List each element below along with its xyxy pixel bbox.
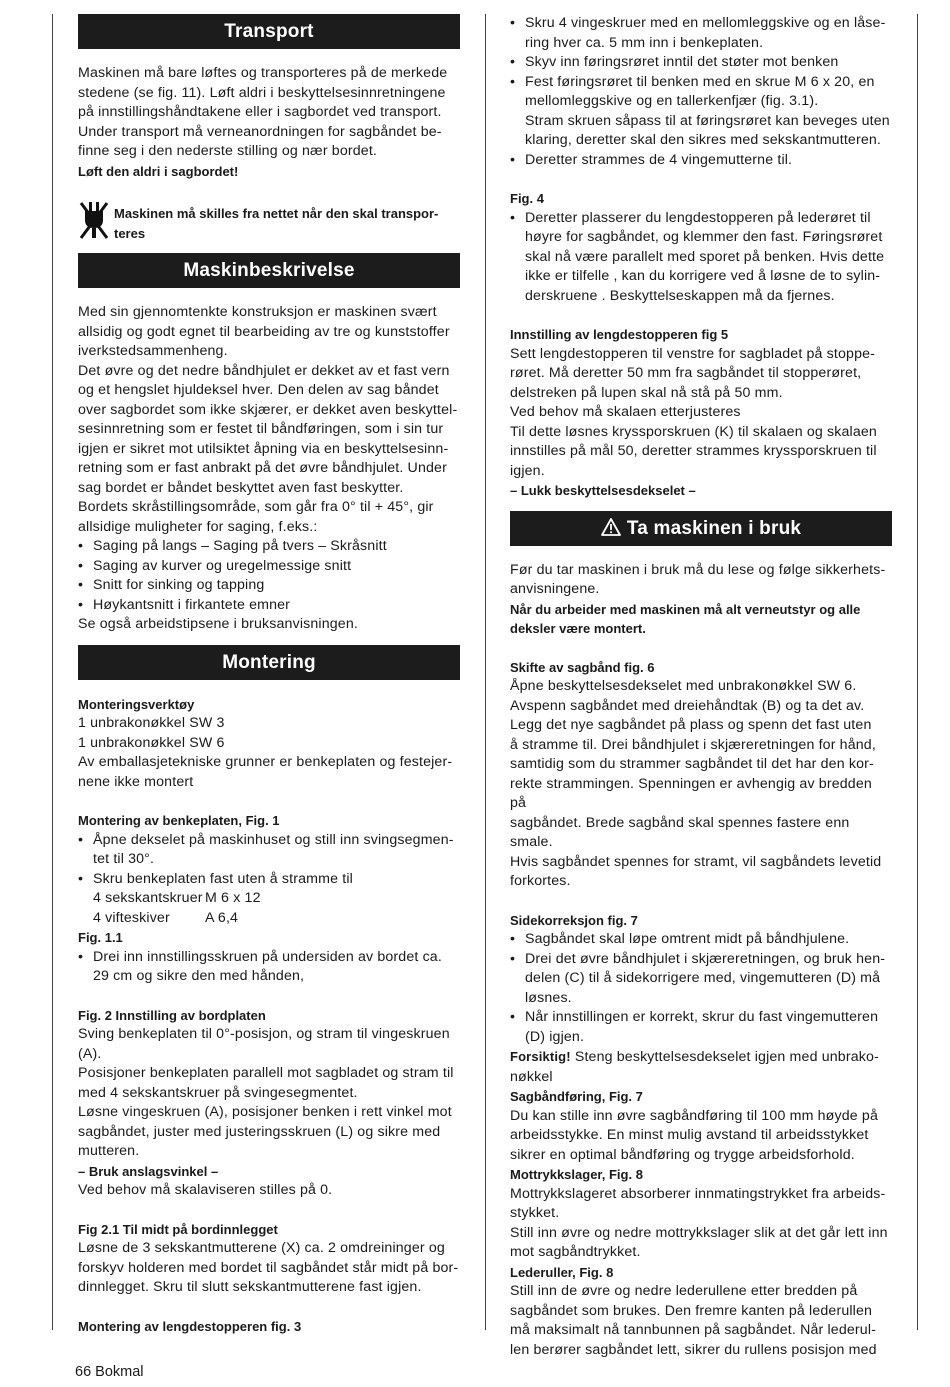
spec-qty: 4 vifteskiver (93, 909, 170, 926)
text-line: sagbåndet som brukes. Den fremre kanten på lederullen (510, 1302, 873, 1319)
text-line: Løsne vingeskruen (A), posisjoner benken i rett vinkel mot (78, 1104, 452, 1120)
text-line: Stram skruen såpass til at føringsrøret kan beveges uten (525, 112, 890, 129)
section-heading-ta-maskinen-i-bruk (510, 511, 892, 546)
section-heading-montering: Montering (78, 645, 460, 680)
list-item: • Høykantsnitt i firkantete emner (78, 596, 460, 616)
text-line: ring hver ca. 5 mm inn i benkeplaten. (525, 34, 764, 51)
text-line: Mottrykkslageret absorberer innmatingstrykket fra arbeids- (510, 1185, 886, 1202)
text-line: røret. Må deretter 50 mm fra sagbåndet til stopperøret, (510, 365, 862, 381)
text-line: Under transport må verneanordningen for sagbåndet be- (78, 123, 442, 140)
text-line: med 4 sekskantskruer på svingesegmentet. (78, 1084, 358, 1101)
subheading: – Lukk beskyttelsesdekselet – (510, 483, 696, 498)
text-line: Med sin gjennomtenkte konstruksjon er maskinen svært (78, 304, 437, 320)
text-line: anvisningene. (510, 581, 600, 597)
list-item: • Når innstillingen er korrekt, skrur du fast vingemutteren (510, 1008, 892, 1028)
text-line: 1 unbrakonøkkel SW 3 (78, 715, 225, 731)
text-line: (D) igjen. (525, 1028, 585, 1045)
text-line: å stramme til. Drei båndhjulet i skjæreretningen for hånd, (510, 736, 876, 753)
text-line: Still inn øvre og nedre mottrykkslager slik at det går lett inn (510, 1224, 888, 1241)
subheading: Sagbåndføring, Fig. 7 (510, 1089, 643, 1104)
text-line: delen (C) til å sidekorrigere med, vingemutteren (D) må (525, 970, 881, 986)
text-line: Det øvre og det nedre båndhjulet er dekket av et fast vern (78, 362, 450, 379)
caution-label: Forsiktig! (510, 1049, 571, 1064)
text-line: delstreken på lupen skal nå stå på 50 mm. (510, 384, 783, 401)
description-text (78, 303, 460, 635)
text-line: Åpne beskyttelsesdekselet med unbrakonøkkel SW 6. (510, 678, 857, 694)
subheading: Sidekorreksjon fig. 7 (510, 912, 638, 928)
subheading: Fig. 4 (510, 191, 544, 206)
text-line: sagbåndet, juster med justeringsskruen (L) og sikre med (78, 1123, 441, 1140)
text-line: tet til 30°. (93, 851, 155, 867)
warning-line: deksler være montert. (510, 621, 646, 636)
warning-triangle-icon (601, 518, 621, 536)
list-item: • Åpne dekselet på maskinhuset og still inn svingsegmen- (78, 831, 460, 851)
list-item: • Saging på langs – Saging på tvers – Skråsnitt (78, 537, 460, 557)
text-line: forskyv holderen med bordet til sagbåndet står midt på bor- (78, 1259, 459, 1276)
subheading: Fig 2.1 Til midt på bordinnlegget (78, 1221, 278, 1237)
transport-text (78, 64, 460, 162)
text-line: nøkkel (510, 1068, 553, 1085)
subheading: Lederuller, Fig. 8 (510, 1264, 614, 1280)
text-line: Før du tar maskinen i bruk må du lese og følge sikkerhets- (510, 561, 886, 578)
text-line: og et hengslet hjuldeksel hver. Den delen av sag båndet (78, 382, 439, 398)
text-line: må maksimalt nå tannbunnen på sagbåndet. Når lederul- (510, 1322, 877, 1338)
text-line: 29 cm og sikre den med hånden, (93, 968, 305, 984)
text-line: 1 unbrakonøkkel SW 6 (78, 734, 225, 751)
spec-size: M 6 x 12 (205, 890, 261, 906)
list-item: • Fest føringsrøret til benken med en skrue M 6 x 20, en (510, 73, 892, 93)
center-column-rule (485, 14, 486, 1330)
list-item: • Drei inn innstillingsskruen på undersiden av bordet ca. (78, 948, 460, 968)
notice-line: teres (114, 225, 146, 241)
text-line: nene ikke montert (78, 773, 194, 790)
section-heading-text: Ta maskinen i bruk (626, 517, 802, 539)
text-line: innstilles på mål 50, deretter strammes kryssporskruen til (510, 443, 877, 459)
text-line: Sving benkeplaten til 0°-posisjon, og stram til vingeskruen (78, 1026, 450, 1042)
list-item: • Drei det øvre båndhjulet i skjæreretningen, og bruk hen- (510, 950, 892, 970)
text-line: sikrer en optimal båndføring og trygge arbeidsforhold. (510, 1146, 855, 1163)
list-item: • Skru 4 vingeskruer med en mellomleggskive og en låse- (510, 14, 892, 34)
caution-text: Steng beskyttelsesdekselet igjen med unbrako- (570, 1049, 879, 1065)
list-item: • Skyv inn føringsrøret inntil det støter mot benken (510, 53, 892, 73)
right-column (510, 14, 892, 1360)
text-line: Avspenn sagbåndet med dreiehåndtak (B) og ta det av. (510, 697, 865, 714)
spec-qty: 4 sekskantskruer (93, 890, 203, 906)
right-column-rule (917, 14, 918, 1330)
subheading: Innstilling av lengdestopperen fig 5 (510, 327, 729, 342)
washer-spec-row (78, 909, 460, 929)
text-line: Legg det nye sagbåndet på plass og spenn det fast uten (510, 717, 872, 733)
screw-spec-row (78, 889, 460, 909)
section-heading-transport: Transport (78, 14, 460, 49)
list-item: • Saging av kurver og uregelmessige snitt (78, 557, 460, 577)
subheading: Montering av benkeplaten, Fig. 1 (78, 813, 280, 828)
spec-size: A 6,4 (205, 909, 239, 926)
text-line: retning som er fast anbrakt på det øvre båndhjulet. Under (78, 460, 447, 476)
warning-line: Når du arbeider med maskinen må alt verneutstyr og alle (510, 601, 861, 617)
text-line: rekte strammingen. Spenningen er avhengig av bredden på (510, 775, 872, 811)
text-line: derskruene . Beskyttelseskappen må da fjernes. (525, 287, 835, 304)
text-line: len berører sagbåndet lett, sikrer du rullens posisjon med (510, 1341, 877, 1358)
left-column-rule (52, 14, 53, 1330)
text-line: arbeidsstykke. En minst mulig avstand til arbeidsstykket (510, 1127, 869, 1143)
page-number-footer: 66 Bokmal (75, 1364, 144, 1380)
list-item: • Deretter plasserer du lengdestopperen på lederøret til (510, 209, 892, 229)
text-line: sesinnretning som er festet til båndføringen, som i sin tur (78, 421, 444, 437)
text-line: ikke er tilfelle , kan du korrigere ved å løsne de to sylin- (525, 268, 881, 284)
text-line: klaring, deretter skal den sikres med sekskantmutteren. (525, 132, 881, 148)
text-line: på innstillingshåndtakene eller i sagbordet ved transport. (78, 104, 442, 120)
text-line: igjen er sikret mot utilsiktet åpning via en beskyttelsesinn- (78, 440, 449, 457)
left-column (78, 14, 460, 1336)
text-line: høyre for sagbåndet, og klemmer den fast. Føringsrøret (525, 229, 883, 245)
text-line: mutteren. (78, 1143, 140, 1159)
text-line: Ved behov må skalaviseren stilles på 0. (78, 1182, 333, 1198)
text-line: Bordets skråstillingsområde, som går fra 0° til + 45°, gir (78, 499, 434, 515)
transport-warning: Løft den aldri i sagbordet! (78, 163, 239, 179)
text-line: Du kan stille inn øvre sagbåndføring til 100 mm høyde på (510, 1107, 878, 1124)
subheading: – Bruk anslagsvinkel – (78, 1163, 219, 1179)
text-line: Av emballasjetekniske grunner er benkeplaten og festejer- (78, 754, 453, 770)
text-line: Løsne de 3 sekskantmutterene (X) ca. 2 omdreininger og (78, 1240, 445, 1256)
text-line: løsnes. (525, 989, 572, 1006)
unplug-icon (78, 200, 110, 240)
text-line: mellomleggskive og en tallerkenfjær (fig. 3.1). (525, 93, 819, 109)
list-item: • Snitt for sinking og tapping (78, 576, 460, 596)
list-item: • Deretter strammes de 4 vingemutterne til. (510, 151, 892, 171)
text-line: dinnlegget. Skru til slutt sekskantmutterene fast igjen. (78, 1279, 422, 1295)
subheading: Skifte av sagbånd fig. 6 (510, 659, 655, 675)
text-line: forkortes. (510, 873, 571, 889)
text-line: (A). (78, 1045, 102, 1062)
text-line: igjen. (510, 462, 545, 479)
text-line: stykket. (510, 1205, 560, 1221)
text-line: samtidig som du strammer sagbåndet til det har den kor- (510, 756, 874, 772)
text-line: Til dette løsnes kryssporskruen (K) til skalaen og skalaen (510, 423, 877, 440)
text-line: Se også arbeidstipsene i bruksanvisningen. (78, 616, 358, 632)
section-heading-maskinbeskrivelse: Maskinbeskrivelse (78, 253, 460, 288)
text-line: allsidig og godt egnet til bearbeiding av tre og kunststoffer (78, 323, 450, 340)
text-line: Still inn de øvre og nedre lederullene etter bredden på (510, 1283, 858, 1299)
subheading: Mottrykkslager, Fig. 8 (510, 1167, 643, 1182)
text-line: Maskinen må bare løftes og transporteres på de merkede (78, 65, 448, 81)
text-line: allsidige muligheter for saging, f.eks.: (78, 518, 318, 535)
text-line: over sagbordet som ikke skjærer, er dekket aven beskyttel- (78, 401, 458, 418)
text-line: iverkstedsammenheng. (78, 343, 228, 359)
text-line: Posisjoner benkeplaten parallell mot sagbladet og stram til (78, 1065, 454, 1081)
subheading: Fig. 2 Innstilling av bordplaten (78, 1007, 266, 1023)
text-line: sagbåndet. Brede sagbånd skal spennes fastere enn smale. (510, 814, 850, 850)
subheading: Fig. 1.1 (78, 930, 123, 945)
disconnect-notice (78, 200, 460, 243)
subheading: Montering av lengdestopperen fig. 3 (78, 1318, 302, 1334)
list-item: • Skru benkeplaten fast uten å stramme til (78, 870, 460, 890)
caution-line (510, 1047, 892, 1068)
list-item: • Sagbåndet skal løpe omtrent midt på båndhjulene. (510, 930, 892, 950)
text-line: Hvis sagbåndet spennes for stramt, vil sagbåndets levetid (510, 853, 882, 870)
text-line: finne seg i den nederste stilling og nær bordet. (78, 143, 378, 159)
text-line: Sett lengdestopperen til venstre for sagbladet på stoppe- (510, 345, 876, 362)
text-line: skal nå være parallelt med sporet på benken. Hvis dette (525, 248, 885, 265)
text-line: sag bordet er båndet beskyttet aven fast beskytter. (78, 479, 404, 496)
text-line: Ved behov må skalaen etterjusteres (510, 404, 741, 420)
text-line: mot sagbåndtrykket. (510, 1244, 641, 1260)
text-line: stedene (se fig. 11). Løft aldri i beskyttelsesinnretningene (78, 84, 446, 101)
notice-line: Maskinen må skilles fra nettet når den skal transpor- (114, 206, 439, 221)
subheading: Monteringsverktøy (78, 696, 195, 712)
